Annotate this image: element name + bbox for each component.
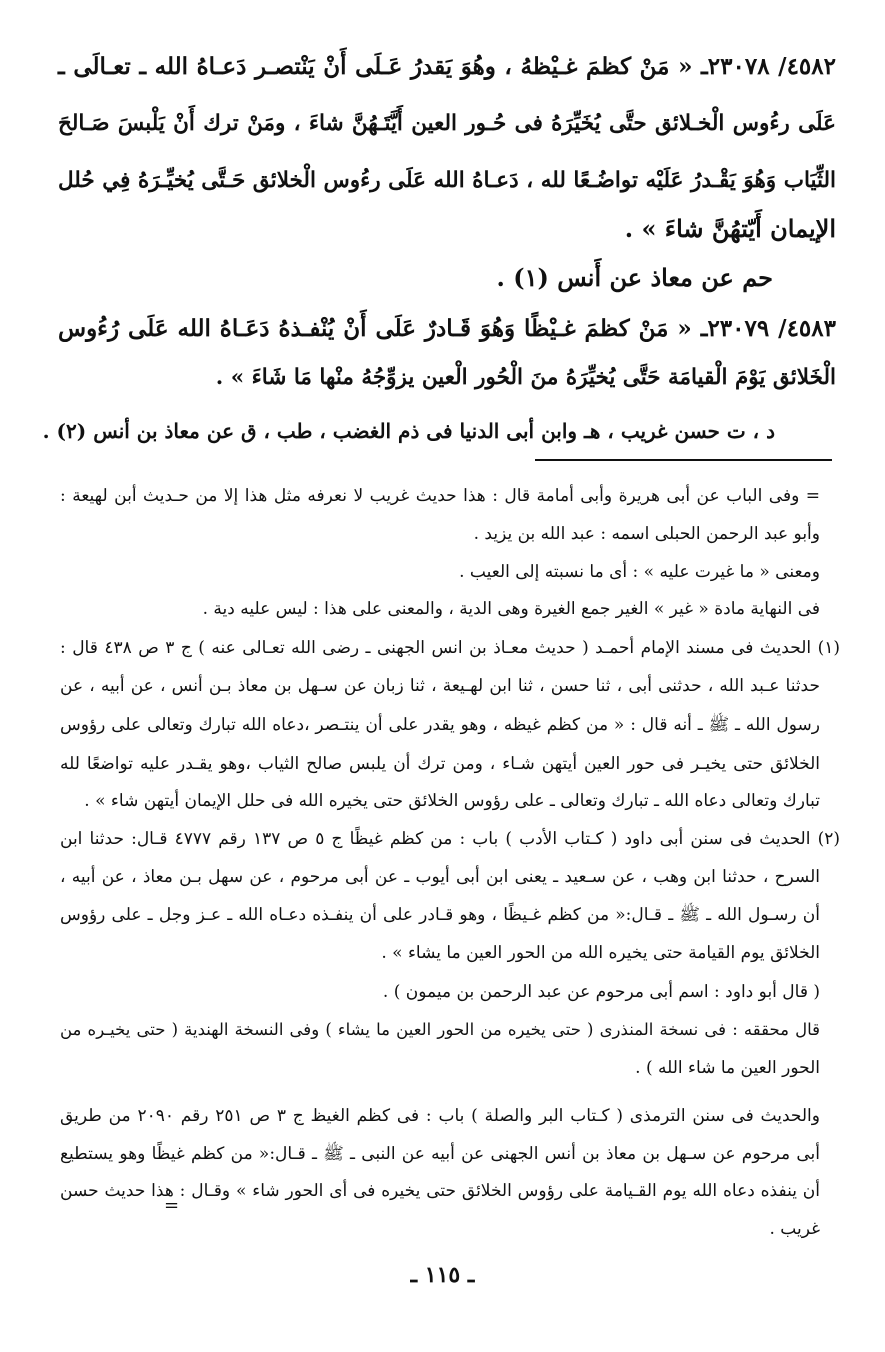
footnote-line: والحديث فى سنن الترمذى ( كـتاب البر والصلة ) باب : فى كظم الغيظ ج ٣ ص ٢٥١ رقم ٢٠٩٠ من طريق	[60, 1106, 820, 1126]
footnote-line: أن رسـول الله ـ ﷺ ـ قـال:« من كظم غـيظًا ، وهو قـادر على أن ينفـذه دعـاه الله ـ عـز وجل ـ على رؤوس	[60, 905, 820, 925]
footnote-line: حدثنا عـبد الله ، حدثنى أبى ، ثنا حسن ، ثنا ابن لهـيعة ، ثنا زبان عن سـهل بن معاذ بـن أنس ، عن أبيه ، عن	[60, 676, 820, 696]
footnote-line: ومعنى « ما غيرت عليه » : أى ما نسبته إلى العيب .	[459, 562, 820, 582]
footnote-line: غريب .	[769, 1219, 820, 1239]
main-text-line: الْخَلائق يَوْمَ الْقيامَة حَتَّى يُخيِّرَهُ منَ الْحُور الْعين يزوِّجُهُ منْها مَا شَاءَ » .	[215, 365, 836, 390]
main-text-source: د ، ت حسن غريب ، هـ وابن أبى الدنيا فى ذم الغضب ، طب ، ق عن معاذ بن أنس (٢) .	[42, 419, 775, 443]
footnote-line: فى النهاية مادة « غير » الغير جمع الغيرة وهى الدية ، والمعنى على هذا : ليس عليه دية .	[202, 599, 820, 619]
footnote-line: = وفى الباب عن أبى هريرة وأبى أمامة قال : هذا حديث غريب لا نعرفه مثل هذا إلا من حـديث أبن لهيعة :	[60, 486, 820, 506]
main-text-line: ٤٥٨٣/ ٢٣٠٧٩ـ « مَنْ كظمَ غـيْظًا وَهُوَ قَـادرٌ عَلَى أَنْ يُنْفـذهُ دَعَـاهُ الله عَلَى رُءُوس	[58, 315, 836, 342]
footnote-line: قال محققه : فى نسخة المنذرى ( حتى يخيره من الحور العين ما يشاء ) وفى النسخة الهندية ( حتى يخيـره من	[60, 1020, 820, 1039]
footnote-line: أبى مرحوم عن سـهل بن معاذ بن أنس الجهنى عن أبيه عن النبى ـ ﷺ ـ قـال:« من كظم غيظًا وهو يستطيع	[60, 1144, 820, 1164]
main-text-line: الثِّيَاب وَهُوَ يَقْـدرُ عَلَيْه تواضُـعًا لله ، دَعـاهُ الله عَلَى رءُوس الْخلائق حَـتَّى يُخيِّـرَهُ فِي حُلل	[58, 168, 836, 193]
footnote-line: (٢) الحديث فى سنن أبى داود ( كـتاب الأدب ) باب : من كظم غيظًا ج ٥ ص ١٣٧ رقم ٤٧٧٧ قـال: حدثنا ابن	[60, 829, 840, 849]
footnote-line: السرح ، حدثنا ابن وهب ، عن سـعيد ـ يعنى ابن أبى أيوب ـ عن أبى مرحوم ، عن سهل بـن معاذ ، عن أبيه ،	[60, 867, 820, 887]
footnote-line: تبارك وتعالى دعاه الله ـ تبارك وتعالى ـ على رؤوس الخلائق حتى يخيره الله فى حلل الإيمان أيتهن شاء » .	[84, 791, 820, 811]
footnote-line: رسول الله ـ ﷺ ـ أنه قال : « من كظم غيظه ، وهو يقدر على أن ينتـصر ،دعاه الله تبارك وتعالى على رؤوس	[60, 715, 820, 735]
main-text-line: عَلَى رءُوس الْخـلائق حتَّى يُخَيِّرَهُ فى حُـور العين أَيَّتَـهُنَّ شاءَ ، ومَنْ ترك أَنْ يَلْبسَ صَـالحَ	[58, 111, 836, 136]
footnote-line: الخلائق حتى يخيـر فى حور العين أيتهن شـاء ، ومن ترك أن يلبس صالح الثياب ،وهو يقـدر عليه تواضعًا لله	[60, 754, 820, 774]
footnote-line: أن ينفذه دعاه الله يوم القـيامة على رؤوس الخلائق حتى يخيره فى أى الحور شاء » وقـال : هذا حديث حسن	[60, 1181, 821, 1201]
main-text-line: ٤٥٨٢/ ٢٣٠٧٨ـ « مَنْ كظمَ غـيْظهُ ، وهُوَ يَقدرُ عَـلَى أَنْ يَنْتصـر دَعـاهُ الله ـ تعـالَى ـ	[58, 53, 836, 80]
footnote-line: (١) الحديث فى مسند الإمام أحمـد ( حديث معـاذ بن انس الجهنى ـ رضى الله تعـالى عنه ) ج ٣ ص ٤٣٨ قال :	[60, 638, 840, 658]
main-text-line: الإيمان أَيّتهُنَّ شاءَ » .	[624, 214, 836, 243]
footnote-line: الخلائق يوم القيامة حتى يخيره الله من الحور العين ما يشاء » .	[381, 943, 820, 963]
page-number: ـ ١١٥ ـ	[410, 1262, 475, 1288]
footnote-separator	[535, 459, 832, 461]
main-text-source: حم عن معاذ عن أَنس (١) .	[496, 263, 773, 292]
footnote-line: الحور العين ما شاء الله ) .	[635, 1058, 820, 1078]
footnote-line: وأبو عبد الرحمن الحبلى اسمه : عبد الله بن يزيد .	[473, 524, 820, 544]
footnote-line: ( قال أبو داود : اسم أبى مرحوم عن عبد الرحمن بن ميمون ) .	[382, 982, 820, 1002]
continuation-mark: =	[164, 1195, 180, 1216]
